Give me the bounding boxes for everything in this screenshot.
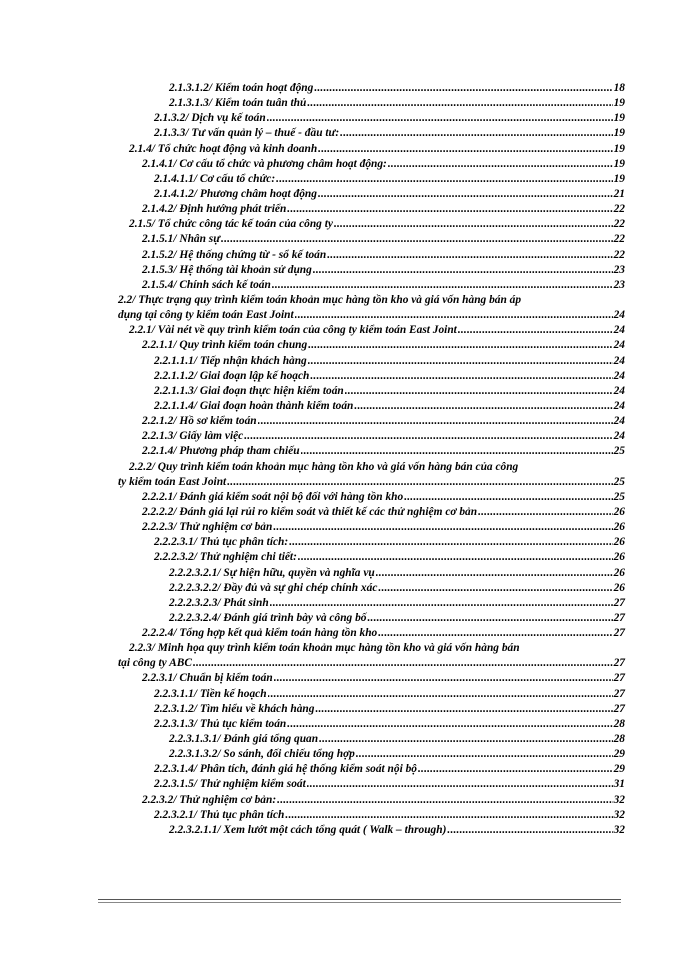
toc-entry-page-number: 19: [613, 112, 625, 125]
dot-leader: [270, 596, 613, 611]
toc-entry-page-number: 26: [613, 521, 625, 534]
toc-entry[interactable]: [118, 732, 625, 747]
toc-entry[interactable]: [118, 338, 625, 353]
toc-entry[interactable]: [118, 490, 625, 505]
toc-entry-page-number: 32: [613, 793, 625, 806]
dot-leader: [295, 308, 613, 323]
toc-entry-title: 2.2.2.3.1/ Thủ tục phân tích:: [154, 536, 289, 549]
dot-leader: [478, 505, 613, 520]
dot-leader: [319, 732, 613, 747]
dot-leader: [193, 656, 613, 671]
toc-entry[interactable]: [118, 414, 625, 429]
toc-entry-title: 2.2.1.1.2/ Giai đoạn lập kế hoạch: [154, 369, 310, 382]
dot-leader: [318, 187, 613, 202]
dot-leader: [301, 444, 613, 459]
toc-entry-page-number: 24: [613, 369, 625, 382]
toc-entry[interactable]: [118, 566, 625, 581]
toc-entry[interactable]: [118, 81, 625, 96]
toc-entry[interactable]: [118, 671, 625, 686]
dot-leader: [272, 278, 613, 293]
toc-entry-title: 2.2.3.1.3.1/ Đánh giá tổng quan: [169, 733, 319, 746]
toc-entry-title: 2.1.4.1/ Cơ cấu tổ chức và phương châm hoạt động:: [142, 157, 387, 170]
toc-entry[interactable]: [118, 505, 625, 520]
toc-entry-page-number: 23: [613, 263, 625, 276]
toc-entry-title: 2.1.5.3/ Hệ thống tài khoản sử dụng: [142, 263, 312, 276]
toc-entry-title: 2.1.3.1.2/ Kiểm toán hoạt động: [169, 82, 314, 94]
toc-entry-page-number: 27: [613, 672, 625, 685]
toc-entry-title: 2.2.3.1.2/ Tìm hiểu về khách hàng: [154, 702, 315, 715]
dot-leader: [458, 323, 613, 338]
dot-leader: [268, 687, 613, 702]
dot-leader: [345, 384, 613, 399]
toc-entry[interactable]: [118, 626, 625, 641]
dot-leader: [314, 81, 612, 96]
dot-leader: [227, 475, 612, 490]
dot-leader: [308, 338, 612, 353]
toc-entry-page-number: 29: [613, 748, 625, 761]
toc-entry-title: 2.2.2.3.2.3/ Phát sinh: [169, 596, 269, 609]
toc-entry[interactable]: [118, 399, 625, 414]
toc-entry-page-number: 26: [613, 581, 625, 594]
toc-entry-title: 2.2.3.1.3/ Thủ tục kiểm toán: [154, 717, 287, 730]
toc-entry[interactable]: [118, 777, 625, 792]
toc-entry-title: 2.2.2.3.2.4/ Đánh giá trình bày và công bố: [169, 611, 367, 624]
toc-entry-title: 2.1.4.1.2/ Phương châm hoạt động: [154, 187, 317, 200]
toc-entry-page-number: 19: [613, 97, 625, 110]
toc-entry-title: 2.2.2.4/ Tổng hợp kết quả kiểm toán hàng tồn kho: [142, 627, 378, 640]
toc-entry-page-number: 24: [613, 309, 625, 322]
toc-entry-page-number: 26: [613, 505, 625, 518]
toc-entry-title: 2.2.2.3.2.2/ Đầy đủ và sự ghi chép chính xác: [169, 581, 378, 594]
dot-leader: [418, 762, 613, 777]
toc-entry-page-number: 19: [613, 142, 625, 155]
toc-entry-title: 2.2.2.3.2/ Thử nghiệm chi tiết:: [154, 551, 297, 564]
dot-leader: [289, 535, 612, 550]
toc-entry-title-line1: 2.2.2/ Quy trình kiểm toán khoản mục hàng tồn kho và giá vốn hàng bán của công: [129, 460, 519, 473]
toc-entry-title-line2: [118, 308, 625, 323]
toc-entry[interactable]: [118, 444, 625, 459]
dot-leader: [318, 142, 612, 157]
toc-entry-title: 2.2.3.1.1/ Tiền kế hoạch: [154, 687, 267, 700]
toc-entry-title-line1: 2.2/ Thực trạng quy trình kiểm toán khoản mục hàng tồn kho và giá vốn hàng bán áp: [118, 293, 522, 306]
toc-entry[interactable]: [118, 429, 625, 444]
dot-leader: [388, 157, 613, 172]
dot-leader: [273, 520, 612, 535]
toc-entry-page-number: 27: [613, 627, 625, 640]
toc-entry-page-number: 28: [613, 733, 625, 746]
toc-entry[interactable]: [118, 202, 625, 217]
toc-entry[interactable]: [118, 581, 625, 596]
toc-entry[interactable]: [118, 702, 625, 717]
toc-entry-title: 2.2.2.3.2.1/ Sự hiện hữu, quyền và nghĩa vụ: [169, 566, 375, 579]
toc-entry-title: 2.1.5.1/ Nhân sự: [142, 233, 221, 246]
toc-entry[interactable]: [118, 550, 625, 565]
toc-entry-page-number: 22: [613, 248, 625, 261]
dot-leader: [313, 263, 613, 278]
toc-entry-page-number: 18: [613, 82, 625, 94]
toc-entry[interactable]: [118, 520, 625, 535]
toc-entry-title: 2.1.5.4/ Chính sách kế toán: [142, 278, 271, 291]
dot-leader: [378, 581, 612, 596]
toc-entry-page-number: 27: [613, 687, 625, 700]
toc-entry-title: 2.2.2.1/ Đánh giá kiểm soát nội bộ đối với hàng tồn kho: [142, 490, 404, 503]
toc-entry-title: 2.2.3.1.4/ Phân tích, đánh giá hệ thống kiểm soát nội bộ: [154, 763, 417, 776]
toc-entry[interactable]: [118, 596, 625, 611]
toc-entry-title: 2.2.3.2.1.1/ Xem lướt một cách tổng quát ( Walk – through): [169, 823, 447, 836]
toc-entry-title-line1: 2.2.3/ Minh họa quy trình kiểm toán khoản mục hàng tồn kho và giá vốn hàng bán: [129, 642, 520, 655]
toc-entry-title: 2.1.4.2/ Định hướng phát triển: [142, 203, 287, 216]
toc-entry[interactable]: [118, 278, 625, 293]
toc-entry-title: 2.2.1.4/ Phương pháp tham chiếu: [142, 445, 300, 458]
toc-entry-title: 2.1.3.2/ Dịch vụ kế toán: [154, 112, 266, 125]
toc-entry-page-number: 23: [613, 278, 625, 291]
toc-entry-title: 2.2.1.1/ Quy trình kiểm toán chung: [142, 339, 308, 352]
dot-leader: [307, 96, 612, 111]
toc-entry-title: 2.2.1.1.1/ Tiếp nhận khách hàng: [154, 354, 307, 367]
toc-entry-page-number: 22: [613, 218, 625, 231]
toc-entry-page-number: 26: [613, 536, 625, 549]
footer-rule: [98, 899, 621, 900]
toc-entry-title: 2.2.2.2/ Đánh giá lại rủi ro kiểm soát và thiết kế các thử nghiệm cơ bản: [142, 505, 478, 518]
toc-entry-page-number: 26: [613, 566, 625, 579]
toc-entry-page-number: 22: [613, 233, 625, 246]
toc-entry[interactable]: [118, 217, 625, 232]
dot-leader: [258, 414, 613, 429]
toc-entry-title: tại công ty ABC: [118, 657, 192, 670]
toc-entry[interactable]: [118, 187, 625, 202]
toc-entry-title: 2.1.4/ Tổ chức hoạt động và kinh doanh: [129, 142, 318, 155]
toc-entry-page-number: 19: [613, 172, 625, 185]
toc-entry-page-number: 24: [613, 324, 625, 337]
toc-entry-page-number: 28: [613, 717, 625, 730]
toc-entry-page-number: 27: [613, 657, 625, 670]
toc-entry-title: 2.2.1.2/ Hồ sơ kiểm toán: [142, 415, 257, 428]
toc-entry-page-number: 29: [613, 763, 625, 776]
toc-entry-page-number: 22: [613, 203, 625, 216]
toc-entry-title: 2.2.1/ Vài nét về quy trình kiểm toán của công ty kiểm toán East Joint: [129, 324, 457, 337]
toc-entry-page-number: 25: [613, 475, 625, 488]
toc-entry[interactable]: [118, 96, 625, 111]
toc-entry[interactable]: [118, 248, 625, 263]
dot-leader: [334, 217, 613, 232]
toc-entry[interactable]: [118, 808, 625, 823]
toc-entry-page-number: 27: [613, 611, 625, 624]
toc-entry-title: 2.2.1.3/ Giấy làm việc: [142, 430, 244, 443]
toc-entry[interactable]: [118, 747, 625, 762]
toc-entry-title: dụng tại công ty kiểm toán East Joint: [118, 309, 294, 322]
dot-leader: [308, 354, 613, 369]
dot-leader: [327, 248, 612, 263]
dot-leader: [244, 429, 612, 444]
toc-entry-title-line2: [118, 475, 625, 490]
dot-leader: [354, 399, 612, 414]
toc-entry[interactable]: [118, 142, 625, 157]
dot-leader: [298, 550, 613, 565]
toc-entry-page-number: 21: [613, 187, 625, 200]
toc-entry-page-number: 24: [613, 354, 625, 367]
toc-entry-title: 2.2.1.1.3/ Giai đoạn thực hiện kiểm toán: [154, 384, 344, 397]
toc-entry-title: 2.2.3.2/ Thử nghiệm cơ bản:: [142, 793, 277, 806]
toc-entry[interactable]: [118, 384, 625, 399]
toc-entry[interactable]: [118, 126, 625, 141]
toc-entry-page-number: 32: [613, 823, 625, 836]
toc-entry[interactable]: [118, 535, 625, 550]
toc-entry-title: ty kiểm toán East Joint: [118, 475, 227, 488]
dot-leader: [274, 671, 613, 686]
toc-entry[interactable]: [118, 793, 625, 808]
toc-entry-title: 2.1.3.3/ Tư vấn quản lý – thuế - đầu tư:: [154, 127, 340, 140]
toc-entry[interactable]: [118, 263, 625, 278]
toc-entry[interactable]: [118, 323, 625, 338]
toc-entry-page-number: 19: [613, 127, 625, 140]
dot-leader: [376, 566, 613, 581]
toc-entry[interactable]: [118, 641, 625, 671]
toc-entry-page-number: 24: [613, 384, 625, 397]
toc-entry-page-number: 25: [613, 445, 625, 458]
toc-entry-page-number: 27: [613, 596, 625, 609]
toc-entry[interactable]: [118, 823, 625, 838]
footer-rule-double: [98, 902, 621, 903]
table-of-contents: [118, 81, 625, 838]
dot-leader: [367, 611, 612, 626]
toc-entry-page-number: 24: [613, 415, 625, 428]
dot-leader: [340, 126, 612, 141]
toc-entry-page-number: 31: [613, 778, 625, 791]
toc-entry-page-number: 25: [613, 490, 625, 503]
toc-entry-title: 2.2.1.1.4/ Giai đoạn hoàn thành kiểm toán: [154, 399, 354, 412]
dot-leader: [287, 717, 612, 732]
toc-entry[interactable]: [118, 232, 625, 247]
toc-entry[interactable]: [118, 717, 625, 732]
toc-entry[interactable]: [118, 157, 625, 172]
toc-entry[interactable]: [118, 687, 625, 702]
toc-entry[interactable]: [118, 354, 625, 369]
dot-leader: [221, 232, 613, 247]
dot-leader: [267, 111, 613, 126]
dot-leader: [356, 747, 613, 762]
dot-leader: [307, 777, 613, 792]
dot-leader: [378, 626, 612, 641]
dot-leader: [285, 808, 612, 823]
toc-entry[interactable]: [118, 111, 625, 126]
toc-entry-title: 2.2.2.3/ Thử nghiệm cơ bản: [142, 521, 273, 534]
dot-leader: [447, 823, 612, 838]
toc-entry[interactable]: [118, 172, 625, 187]
toc-entry-title: 2.2.3.2.1/ Thủ tục phân tích: [154, 808, 285, 821]
toc-entry[interactable]: [118, 762, 625, 777]
toc-entry-page-number: 32: [613, 808, 625, 821]
toc-entry-page-number: 26: [613, 551, 625, 564]
toc-entry-title-line2: [118, 656, 625, 671]
toc-entry-title: 2.2.3.1.3.2/ So sánh, đối chiếu tổng hợp: [169, 748, 355, 761]
dot-leader: [404, 490, 612, 505]
toc-entry-page-number: 24: [613, 339, 625, 352]
toc-entry[interactable]: [118, 293, 625, 323]
toc-entry[interactable]: [118, 369, 625, 384]
toc-entry-title: 2.2.3.1.5/ Thử nghiệm kiểm soát: [154, 778, 306, 791]
toc-entry-title: 2.1.4.1.1/ Cơ cấu tổ chức:: [154, 172, 276, 185]
toc-entry[interactable]: [118, 611, 625, 626]
toc-entry[interactable]: [118, 460, 625, 490]
toc-entry-page-number: 24: [613, 399, 625, 412]
dot-leader: [276, 172, 612, 187]
dot-leader: [310, 369, 612, 384]
toc-entry-title: 2.1.5/ Tổ chức công tác kế toán của công ty: [129, 218, 333, 231]
toc-entry-title: 2.1.3.1.3/ Kiểm toán tuân thủ: [169, 97, 307, 110]
dot-leader: [287, 202, 612, 217]
toc-entry-page-number: 24: [613, 430, 625, 443]
toc-entry-page-number: 27: [613, 702, 625, 715]
toc-entry-title: 2.1.5.2/ Hệ thống chứng từ - sổ kế toán: [142, 248, 327, 261]
dot-leader: [315, 702, 612, 717]
dot-leader: [277, 793, 612, 808]
toc-entry-title: 2.2.3.1/ Chuẩn bị kiểm toán: [142, 672, 273, 685]
toc-entry-page-number: 19: [613, 157, 625, 170]
